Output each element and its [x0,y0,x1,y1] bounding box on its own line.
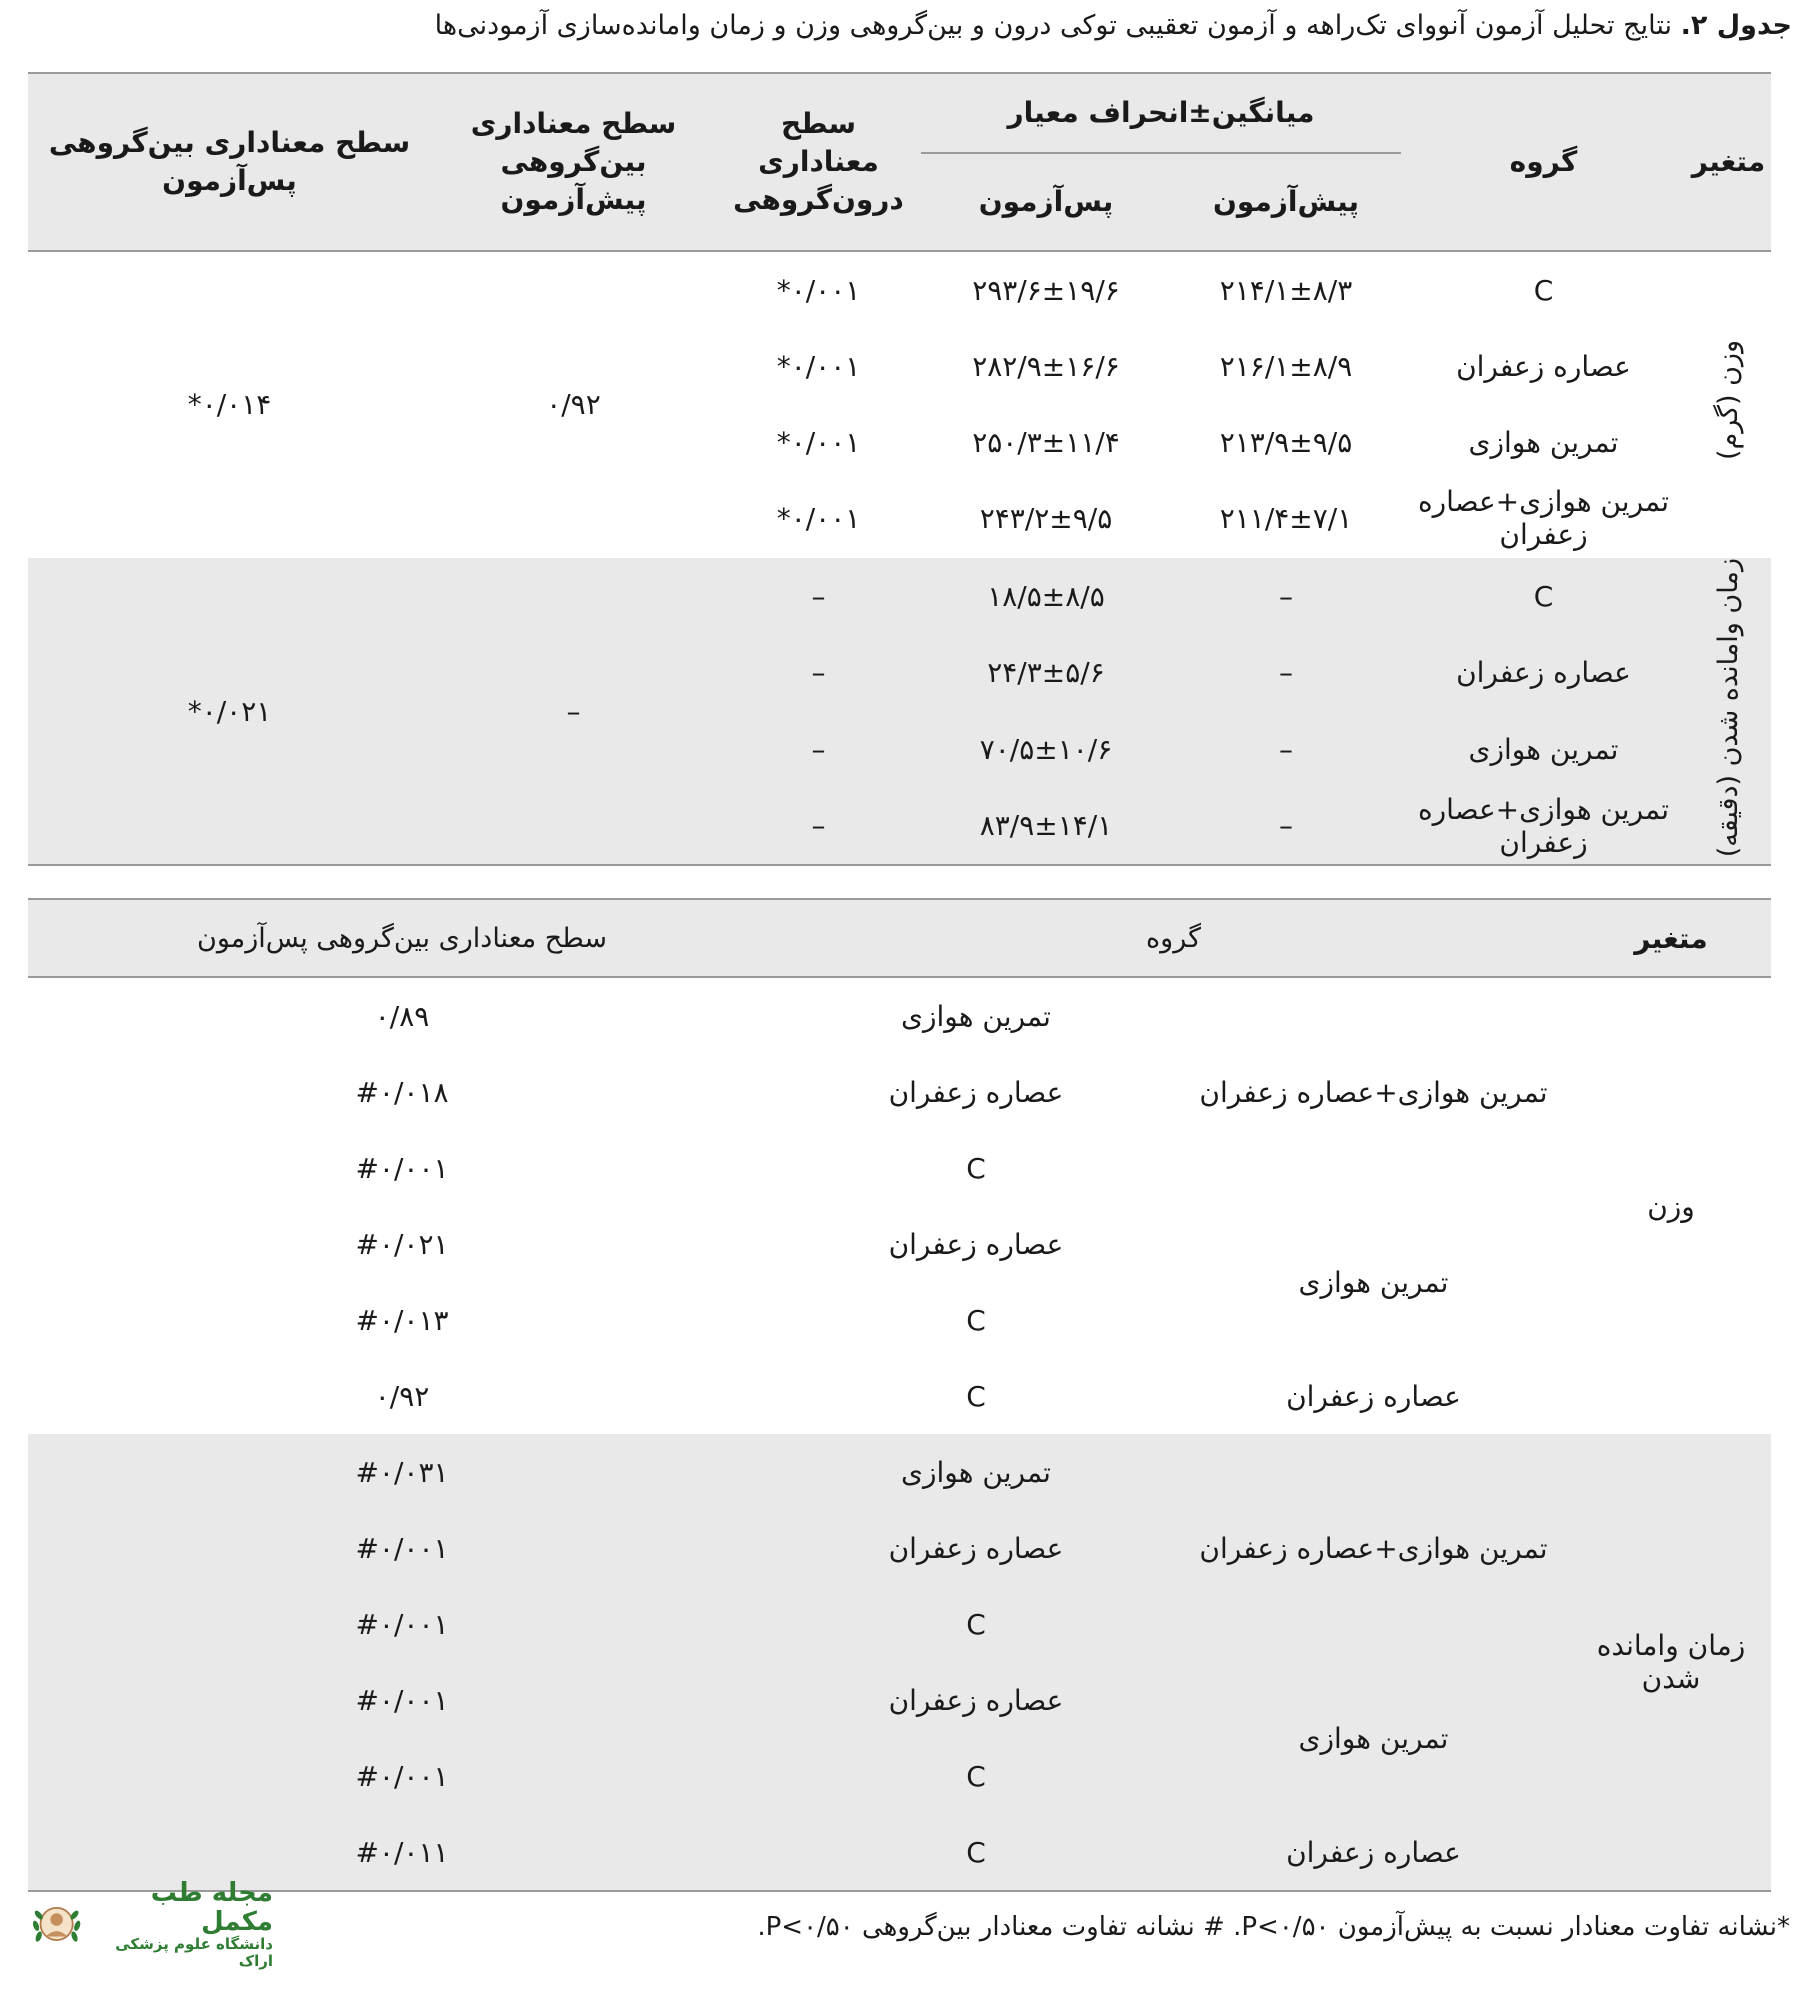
header-pretest: پیش‌آزمون [1171,153,1401,251]
pretest-cell: – [1171,711,1401,788]
table-row [28,1814,1771,1891]
exhaustion-section [28,557,1771,865]
table-row [28,1662,1771,1738]
within-sig-cell: – [716,557,921,635]
table-row [28,1434,1771,1510]
pretest-cell: ۲۱۱/۴±۷/۱ [1219,501,1353,535]
sig-cell: #۰/۰۰۱ [28,1662,776,1738]
comparison-group-cell: C [966,1151,986,1185]
comparison-group-cell: عصاره زعفران [776,1662,1176,1738]
sig-cell: #۰/۰۰۱ [28,1586,776,1662]
posttest-cell: ۸۳/۹±۱۴/۱ [921,788,1171,866]
group-cell: عصاره زعفران [1456,349,1631,383]
variable-cell: وزن [1647,1189,1695,1223]
pretest-cell: – [1171,788,1401,866]
reference-group-cell: عصاره زعفران [1286,1379,1461,1413]
sig-cell: #۰/۰۱۳ [355,1303,449,1337]
variable-label: وزن (گرم) [1713,340,1744,461]
group-cell: تمرین هوازی+عصاره زعفران [1401,788,1686,866]
group-cell: تمرین هوازی [1401,711,1686,788]
laurel-emblem-icon [28,1892,85,1956]
reference-group-cell: تمرین هوازی [1298,1265,1449,1299]
group-cell: تمرین هوازی+عصاره زعفران [1417,485,1670,551]
table-row [28,1358,1771,1434]
exhaustion-posthoc-section [28,1434,1771,1891]
variable-cell [1686,251,1771,557]
within-sig-cell: – [716,788,921,866]
sig-cell: #۰/۰۱۸ [355,1075,449,1109]
group-cell: C [1533,273,1554,307]
sig-cell: #۰/۰۰۱ [28,1738,776,1814]
logo-subtitle: دانشگاه علوم پزشکی اراک [115,1935,273,1970]
caption-label: جدول ۲. [1680,10,1792,41]
comparison-group-cell: تمرین هوازی [901,999,1051,1033]
sig-cell: #۰/۰۳۱ [28,1434,776,1510]
sig-cell: #۰/۰۰۱ [355,1151,449,1185]
header-posttest: پس‌آزمون [921,153,1171,251]
within-sig-cell: *۰/۰۰۱ [776,501,861,535]
reference-group-cell: تمرین هوازی+عصاره زعفران [1199,1075,1548,1109]
pretest-cell: – [1171,635,1401,712]
between-post-sig-cell: *۰/۰۱۴ [187,387,272,421]
sig-cell: #۰/۰۰۱ [28,1510,776,1586]
header-between-post-sig: سطح معناداری بین‌گروهی پس‌آزمون [28,899,776,977]
group-cell: تمرین هوازی [1468,425,1619,459]
header-group: گروه [776,899,1571,977]
pretest-cell: – [1171,557,1401,635]
comparison-group-cell: عصاره زعفران [888,1075,1064,1109]
within-sig-cell: *۰/۰۰۱ [776,273,861,307]
within-sig-cell: *۰/۰۰۱ [776,425,861,459]
comparison-group-cell: تمرین هوازی [776,1434,1176,1510]
caption-text: نتایج تحلیل آزمون آنووای تک‌راهه و آزمون تعقیبی توکی درون و بین‌گروهی وزن و زمان وامانده‌سازی آزمودنی‌ها [434,10,1672,41]
group-cell: عصاره زعفران [1401,635,1686,712]
tukey-posthoc-table [28,898,1771,1892]
pretest-cell: ۲۱۶/۱±۸/۹ [1219,349,1353,383]
sig-cell: #۰/۰۲۱ [355,1227,449,1261]
between-post-sig-cell: *۰/۰۲۱ [28,557,431,865]
header-variable: متغیر [1571,899,1771,977]
posttest-cell: ۲۴۳/۲±۹/۵ [979,501,1113,535]
pretest-cell: ۲۱۴/۱±۸/۳ [1219,273,1353,307]
header-between-pre-sig: سطح معناداری بین‌گروهی پیش‌آزمون [431,73,716,251]
posttest-cell: ۲۴/۳±۵/۶ [921,635,1171,712]
within-sig-cell: – [716,711,921,788]
header-group: گروه [1401,73,1686,251]
header-between-post-sig: سطح معناداری بین‌گروهی پس‌آزمون [28,73,431,251]
table-caption [300,6,1792,46]
journal-logo [28,1877,273,1970]
reference-group-cell: تمرین هوازی [1176,1662,1571,1814]
comparison-group-cell: C [776,1586,1176,1662]
comparison-group-cell: C [776,1738,1176,1814]
anova-results-table [28,72,1771,866]
header-within-sig: سطح معناداری درون‌گروهی [716,73,921,251]
weight-section [28,251,1771,557]
logo-title: مجله طب مکمل [150,1877,273,1937]
sig-cell: ۰/۸۹ [374,999,430,1033]
header-variable: متغیر [1686,73,1771,251]
group-cell: C [1401,557,1686,635]
variable-cell [1686,557,1771,865]
table-row [28,557,1771,635]
reference-group-cell: عصاره زعفران [1176,1814,1571,1891]
variable-label: زمان وامانده شدن (دقیقه) [1713,558,1744,858]
header-mean-sd: میانگین±انحراف معیار [921,73,1401,153]
posttest-cell: ۲۹۳/۶±۱۹/۶ [972,273,1120,307]
posttest-cell: ۲۵۰/۳±۱۱/۴ [972,425,1120,459]
table-row [28,977,1771,1054]
weight-posthoc-section [28,977,1771,1434]
comparison-group-cell: عصاره زعفران [776,1510,1176,1586]
reference-group-cell: تمرین هوازی+عصاره زعفران [1176,1434,1571,1662]
table-row [28,251,1771,328]
comparison-group-cell: C [776,1814,1176,1891]
posttest-cell: ۱۸/۵±۸/۵ [921,557,1171,635]
sig-cell: ۰/۹۲ [374,1379,430,1413]
within-sig-cell: – [716,635,921,712]
sig-cell: #۰/۰۱۱ [28,1814,776,1891]
between-pre-sig-cell: – [431,557,716,865]
posttest-cell: ۷۰/۵±۱۰/۶ [921,711,1171,788]
pretest-cell: ۲۱۳/۹±۹/۵ [1219,425,1353,459]
table-footnote: *نشانه تفاوت معنادار نسبت به پیش‌آزمون P<۰/۵۰. # نشانه تفاوت معنادار بین‌گروهی P<۰/۵۰. [757,1912,1790,1942]
comparison-group-cell: عصاره زعفران [888,1227,1064,1261]
table-row [28,1206,1771,1282]
comparison-group-cell: C [966,1303,986,1337]
posttest-cell: ۲۸۲/۹±۱۶/۶ [972,349,1120,383]
variable-cell: زمان وامانده شدن [1571,1434,1771,1891]
comparison-group-cell: C [966,1379,986,1413]
within-sig-cell: *۰/۰۰۱ [776,349,861,383]
logo-text [91,1879,273,1969]
between-pre-sig-cell: ۰/۹۲ [546,387,601,421]
